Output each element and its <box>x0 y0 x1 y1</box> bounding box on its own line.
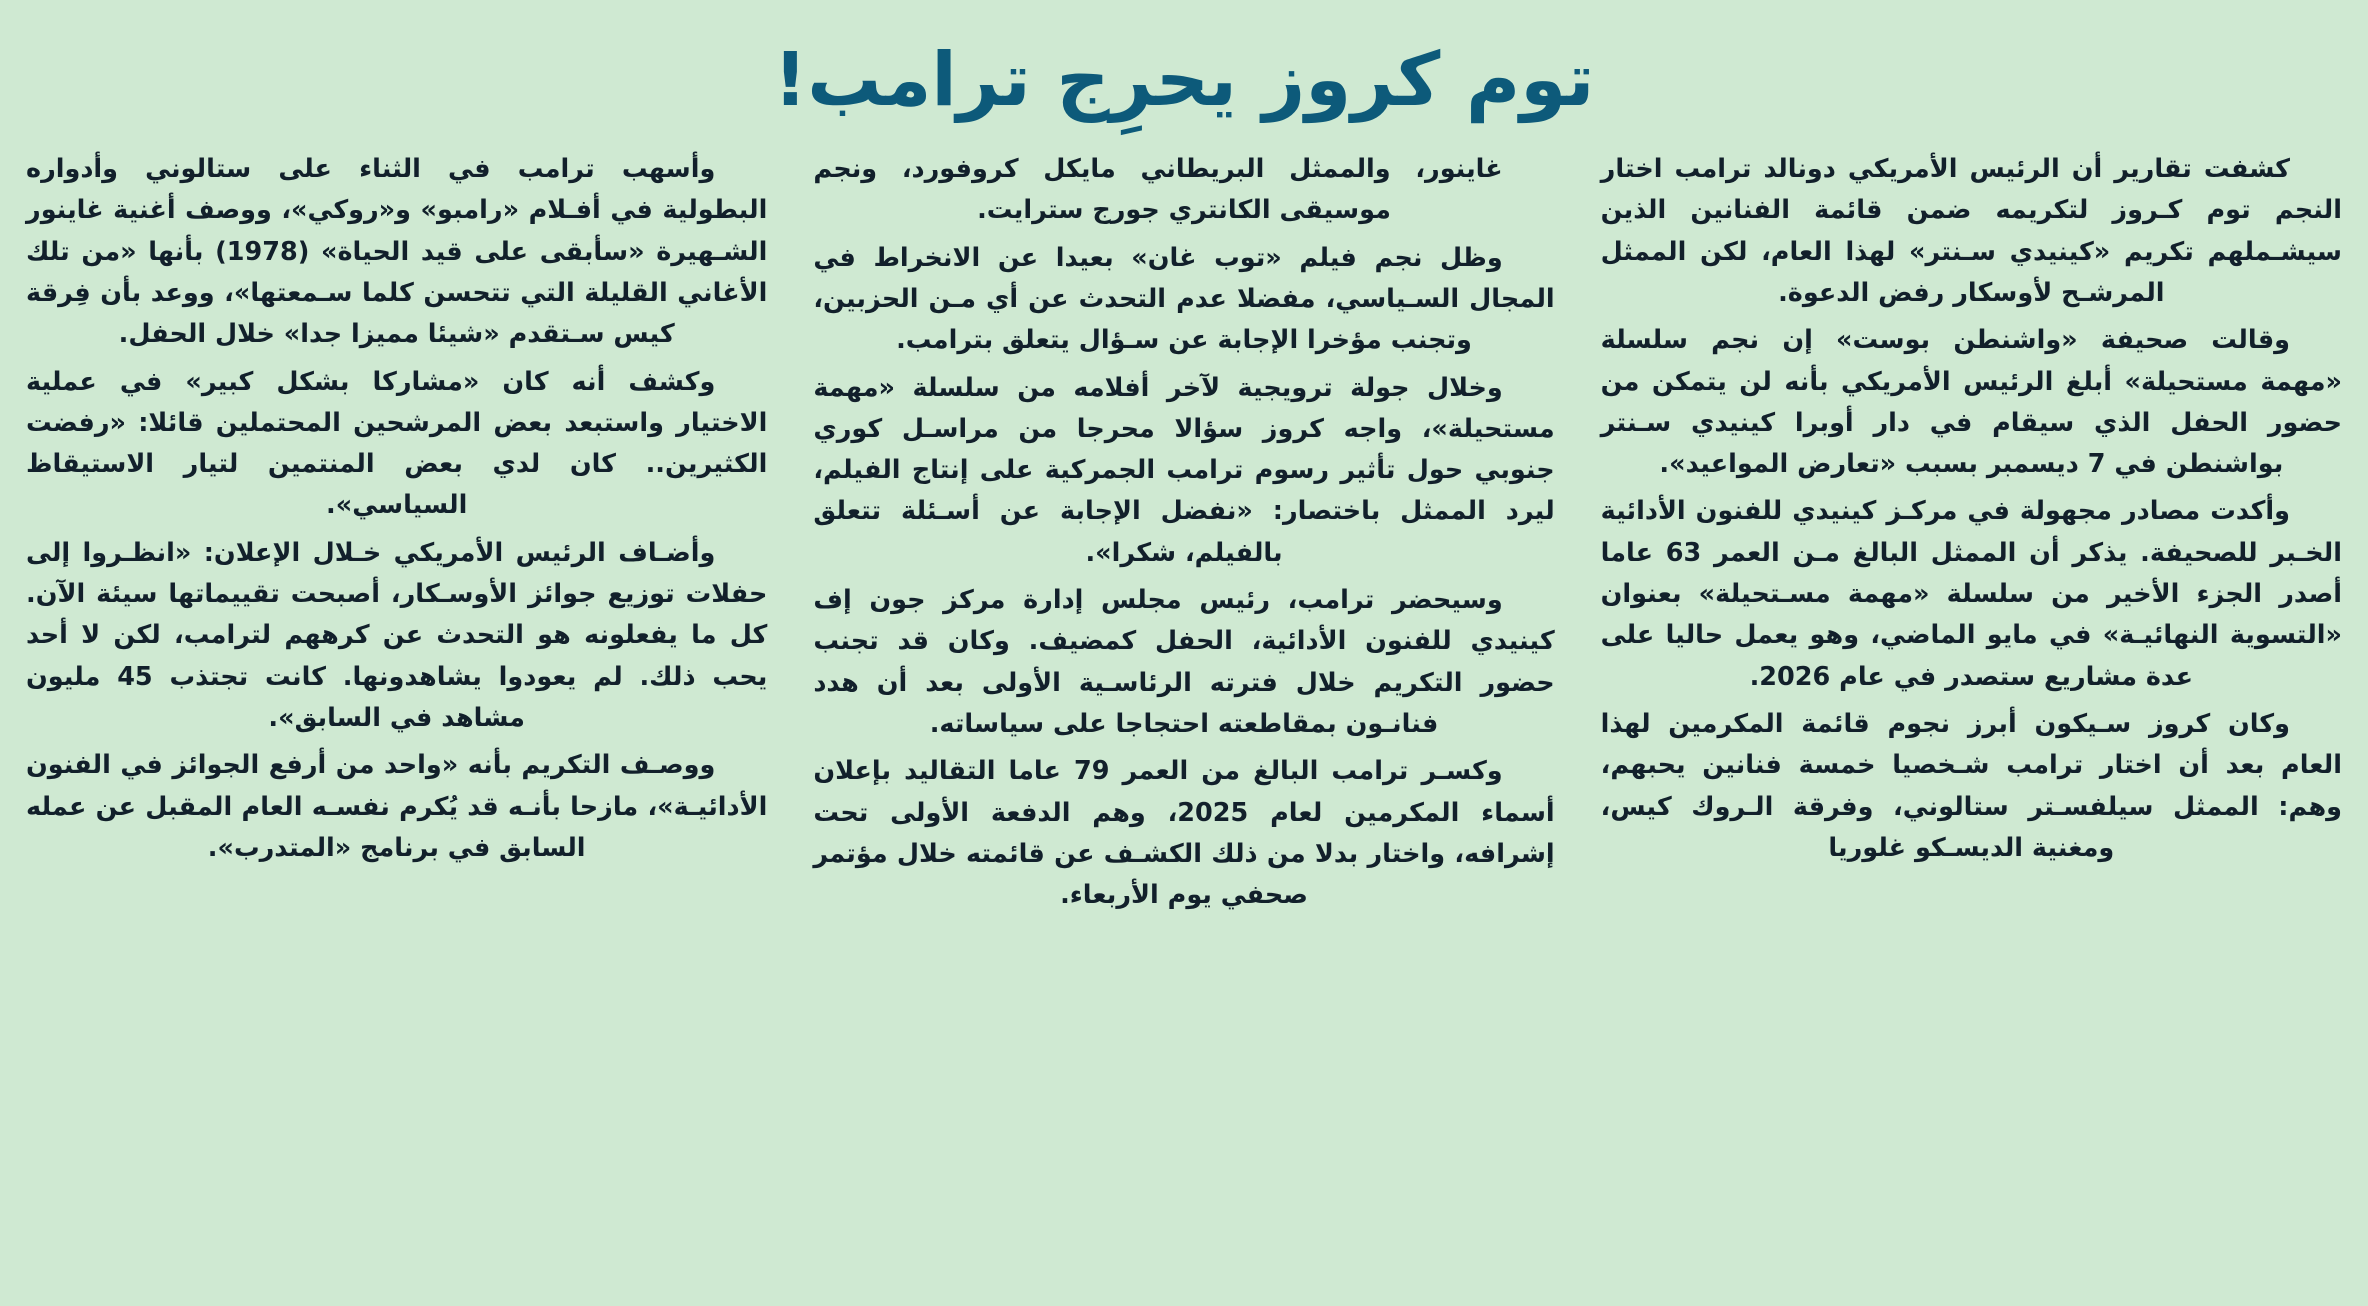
article-columns <box>26 149 2342 1288</box>
article-column-left <box>26 149 767 869</box>
paragraph: وكسـر ترامب البالغ من العمر 79 عاما التقاليد بإعلان أسماء المكرمين لعام 2025، وهم الدفعة الأولى تحت إشرافه، واختار بدلا من ذلك الكشـف عن قائمته خلال مؤتمر صحفي يوم الأربعاء. <box>813 756 1555 911</box>
paragraph: وأكدت مصادر مجهولة في مركـز كينيدي للفنون الأدائية الخـبر للصحيفة. يذكر أن الممثل البالغ مـن العمر 63 عاما أصدر الجزء الأخير من سلسلة «مهمة مسـتحيلة» بعنوان «التسوية النهائيـة» في مايو الماضي، وهو يعمل حاليا على عدة مشاريع ستصدر في عام 2026. <box>1600 496 2342 692</box>
paragraph: غاينور، والممثل البريطاني مايكل كروفورد، ونجم موسيقى الكانتري جورج سترايت. <box>813 154 1503 226</box>
article-column-middle <box>813 149 1554 916</box>
paragraph: كشفت تقارير أن الرئيس الأمريكي دونالد ترامب اختار النجم توم كـروز لتكريمه ضمن قائمة الفنانين الذين سيشـملهم تكريم «كينيدي سـنتر» لهذا العام، لكن الممثل المرشـح لأوسكار رفض الدعوة. <box>1600 154 2342 308</box>
paragraph: وسيحضر ترامب، رئيس مجلس إدارة مركز جون إف كينيدي للفنون الأدائية، الحفل كمضيف. وكان قد تجنب حضور التكريم خلال فترته الرئاسـية الأولى بعد أن هدد فنانـون بمقاطعته احتجاجا على سياساته. <box>813 585 1555 739</box>
paragraph: وأضـاف الرئيس الأمريكي خـلال الإعلان: «انظـروا إلى حفلات توزيع جوائز الأوسـكار، أصبحت تقييماتها سيئة الآن. كل ما يفعلونه هو التحدث عن كرههم لترامب، لكن لا أحد يحب ذلك. لم يعودوا يشاهدونها. كانت تجتذب 45 مليون مشاهد في السابق». <box>26 537 768 733</box>
paragraph: وقالت صحيفة «واشنطن بوست» إن نجم سلسلة «مهمة مستحيلة» أبلغ الرئيس الأمريكي بأنه لن يتمكن من حضور الحفل الذي سيقام في دار أوبرا كينيدي سـنتر بواشنطن في 7 ديسمبر بسبب «تعارض المواعيد». <box>1600 325 2342 480</box>
paragraph: وظل نجم فيلم «توب غان» بعيدا عن الانخراط في المجال السـياسي، مفضلا عدم التحدث عن أي مـن الحزبين، وتجنب مؤخرا الإجابة عن سـؤال يتعلق بترامب. <box>813 242 1555 356</box>
paragraph: وأسهب ترامب في الثناء على ستالوني وأدواره البطولية في أفـلام «رامبو» و«روكي»، ووصف أغنية غاينور الشـهيرة «سأبقى على قيد الحياة» (1978) بأنها «من تلك الأغاني القليلة التي تتحسن كلما سـمعتها»، ووعد بأن فِرقة كيس سـتقدم «شيئا مميزا جدا» خلال الحفل. <box>26 154 768 350</box>
paragraph: وخلال جولة ترويجية لآخر أفلامه من سلسلة «مهمة مستحيلة»، واجه كروز سؤالا محرجا من مراسـل كوري جنوبي حول تأثير رسوم ترامب الجمركية على إنتاج الفيلم، ليرد الممثل باختصار: «نفضل الإجابة عن أسـئلة تتعلق بالفيلم، شكرا». <box>813 372 1555 568</box>
page-title: توم كروز يحرِج ترامب! <box>773 37 1595 123</box>
paragraph: وكان كروز سـيكون أبرز نجوم قائمة المكرمين لهذا العام بعد أن اختار ترامب شـخصيا خمسة فنانين يحبهم، وهم: الممثل سيلفسـتر ستالوني، وفرقة الـروك كيس، ومغنية الديسـكو غلوريا <box>1600 708 2342 863</box>
paragraph: ووصـف التكريم بأنه «واحد من أرفع الجوائز في الفنون الأدائيـة»، مازحا بأنـه قد يُكرم نفسـه العام المقبل عن عمله السابق في برنامج «المتدرب». <box>26 750 768 863</box>
paragraph: وكشف أنه كان «مشاركا بشكل كبير» في عملية الاختيار واستبعد بعض المرشحين المحتملين قائلا: «رفضت الكثيرين.. كان لدي بعض المنتمين لتيار الاستيقاظ السياسي». <box>26 366 768 521</box>
article-column-right <box>1601 149 2342 869</box>
